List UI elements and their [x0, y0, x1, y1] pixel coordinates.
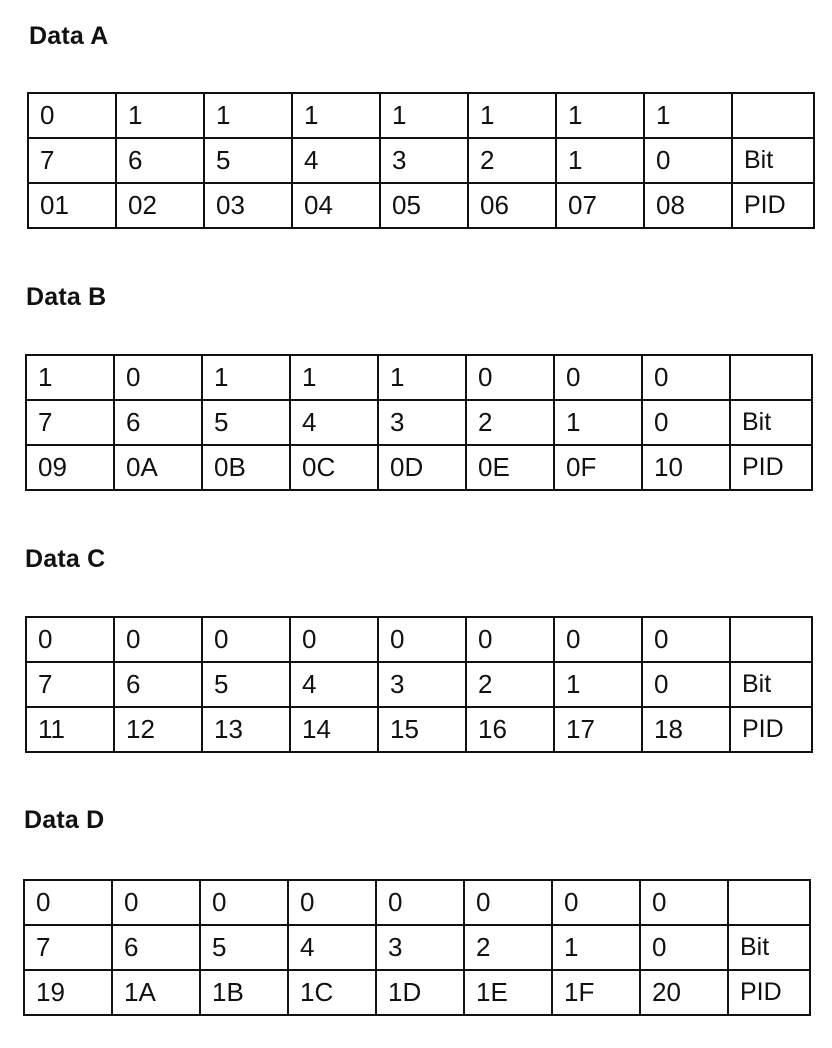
bit-row-cell: 3	[378, 400, 466, 445]
value-row-cell: 0	[200, 880, 288, 925]
pid-row-cell: 1B	[200, 970, 288, 1015]
value-row-cell: 0	[290, 617, 378, 662]
pid-row-cell: 0C	[290, 445, 378, 490]
pid-row-cell: 04	[292, 183, 380, 228]
pid-row-cell: 18	[642, 707, 730, 752]
pid-row-cell: 0D	[378, 445, 466, 490]
value-row-label-cell	[728, 880, 810, 925]
pid-row-cell: 1F	[552, 970, 640, 1015]
value-row-cell: 0	[378, 617, 466, 662]
bit-row-label-cell: Bit	[730, 400, 812, 445]
data-d-title: Data D	[24, 806, 105, 834]
bit-row-cell: 6	[114, 400, 202, 445]
value-row-cell: 0	[288, 880, 376, 925]
bit-row-cell: 0	[644, 138, 732, 183]
bit-row	[26, 662, 812, 707]
bit-row-cell: 0	[640, 925, 728, 970]
value-row-cell: 0	[642, 617, 730, 662]
bit-row	[24, 925, 810, 970]
value-row	[26, 355, 812, 400]
value-row-label-cell	[730, 617, 812, 662]
value-row-cell: 1	[202, 355, 290, 400]
value-row-cell: 0	[112, 880, 200, 925]
pid-row-cell: 15	[378, 707, 466, 752]
pid-row-cell: 1D	[376, 970, 464, 1015]
data-a-title: Data A	[29, 22, 109, 50]
value-row-cell: 0	[640, 880, 728, 925]
pid-row-cell: 07	[556, 183, 644, 228]
pid-row-cell: 11	[26, 707, 114, 752]
pid-row-cell: 1A	[112, 970, 200, 1015]
pid-row-cell: 0E	[466, 445, 554, 490]
value-row-cell: 1	[380, 93, 468, 138]
bit-row-cell: 0	[642, 400, 730, 445]
bit-row-cell: 4	[288, 925, 376, 970]
bit-row-cell: 2	[466, 400, 554, 445]
value-row-cell: 0	[114, 617, 202, 662]
value-row-cell: 0	[552, 880, 640, 925]
bit-row-cell: 2	[464, 925, 552, 970]
bit-row-cell: 3	[380, 138, 468, 183]
value-row-cell: 1	[644, 93, 732, 138]
bit-row-cell: 6	[116, 138, 204, 183]
pid-row-cell: 08	[644, 183, 732, 228]
value-row-cell: 1	[556, 93, 644, 138]
pid-row-cell: 16	[466, 707, 554, 752]
bit-row-cell: 5	[202, 400, 290, 445]
bit-row-cell: 7	[26, 400, 114, 445]
bit-row-cell: 0	[642, 662, 730, 707]
bit-row-cell: 1	[556, 138, 644, 183]
value-row	[26, 617, 812, 662]
pid-row-cell: 13	[202, 707, 290, 752]
value-row-cell: 0	[202, 617, 290, 662]
data-d-table	[23, 879, 811, 1016]
value-row-cell: 0	[464, 880, 552, 925]
data-c-title: Data C	[25, 545, 106, 573]
bit-row-cell: 1	[554, 400, 642, 445]
bit-row-cell: 4	[290, 400, 378, 445]
pid-row-cell: 20	[640, 970, 728, 1015]
value-row-cell: 0	[466, 617, 554, 662]
pid-row-cell: 01	[28, 183, 116, 228]
pid-row	[26, 707, 812, 752]
value-row-cell: 1	[378, 355, 466, 400]
pid-row-label-cell: PID	[730, 707, 812, 752]
bit-row-cell: 4	[292, 138, 380, 183]
value-row-cell: 0	[24, 880, 112, 925]
value-row-cell: 1	[116, 93, 204, 138]
value-row-cell: 0	[554, 617, 642, 662]
pid-row-cell: 0F	[554, 445, 642, 490]
value-row-cell: 0	[28, 93, 116, 138]
value-row	[28, 93, 814, 138]
value-row-cell: 1	[290, 355, 378, 400]
pid-row-cell: 17	[554, 707, 642, 752]
bit-row-cell: 7	[24, 925, 112, 970]
bit-row-label-cell: Bit	[732, 138, 814, 183]
pid-row-cell: 19	[24, 970, 112, 1015]
pid-row-cell: 05	[380, 183, 468, 228]
pid-row-label-cell: PID	[728, 970, 810, 1015]
bit-row-label-cell: Bit	[728, 925, 810, 970]
bit-row-cell: 5	[200, 925, 288, 970]
value-row-cell: 0	[642, 355, 730, 400]
pid-row-cell: 0B	[202, 445, 290, 490]
bit-row-cell: 3	[378, 662, 466, 707]
bit-row-cell: 1	[552, 925, 640, 970]
data-b-table	[25, 354, 813, 491]
pid-row-cell: 12	[114, 707, 202, 752]
value-row-cell: 0	[114, 355, 202, 400]
bit-row-cell: 3	[376, 925, 464, 970]
bit-row	[26, 400, 812, 445]
pid-row-label-cell: PID	[730, 445, 812, 490]
value-row	[24, 880, 810, 925]
pid-row	[24, 970, 810, 1015]
bit-row-cell: 2	[468, 138, 556, 183]
pid-row-cell: 14	[290, 707, 378, 752]
data-a-table	[27, 92, 815, 229]
value-row-cell: 0	[554, 355, 642, 400]
value-row-cell: 0	[466, 355, 554, 400]
bit-row	[28, 138, 814, 183]
bit-row-cell: 1	[554, 662, 642, 707]
pid-row-cell: 02	[116, 183, 204, 228]
value-row-cell: 0	[26, 617, 114, 662]
value-row-cell: 1	[204, 93, 292, 138]
pid-row-cell: 06	[468, 183, 556, 228]
bit-row-cell: 6	[114, 662, 202, 707]
pid-row	[28, 183, 814, 228]
pid-row-cell: 0A	[114, 445, 202, 490]
data-b-title: Data B	[26, 283, 107, 311]
bit-row-label-cell: Bit	[730, 662, 812, 707]
bit-row-cell: 5	[204, 138, 292, 183]
value-row-cell: 1	[468, 93, 556, 138]
bit-row-cell: 7	[26, 662, 114, 707]
pid-row	[26, 445, 812, 490]
bit-row-cell: 2	[466, 662, 554, 707]
value-row-label-cell	[730, 355, 812, 400]
bit-row-cell: 6	[112, 925, 200, 970]
pid-row-cell: 1C	[288, 970, 376, 1015]
pid-row-label-cell: PID	[732, 183, 814, 228]
value-row-label-cell	[732, 93, 814, 138]
value-row-cell: 0	[376, 880, 464, 925]
pid-row-cell: 1E	[464, 970, 552, 1015]
pid-row-cell: 10	[642, 445, 730, 490]
value-row-cell: 1	[26, 355, 114, 400]
value-row-cell: 1	[292, 93, 380, 138]
bit-row-cell: 4	[290, 662, 378, 707]
bit-row-cell: 5	[202, 662, 290, 707]
pid-row-cell: 03	[204, 183, 292, 228]
pid-row-cell: 09	[26, 445, 114, 490]
bit-row-cell: 7	[28, 138, 116, 183]
data-c-table	[25, 616, 813, 753]
